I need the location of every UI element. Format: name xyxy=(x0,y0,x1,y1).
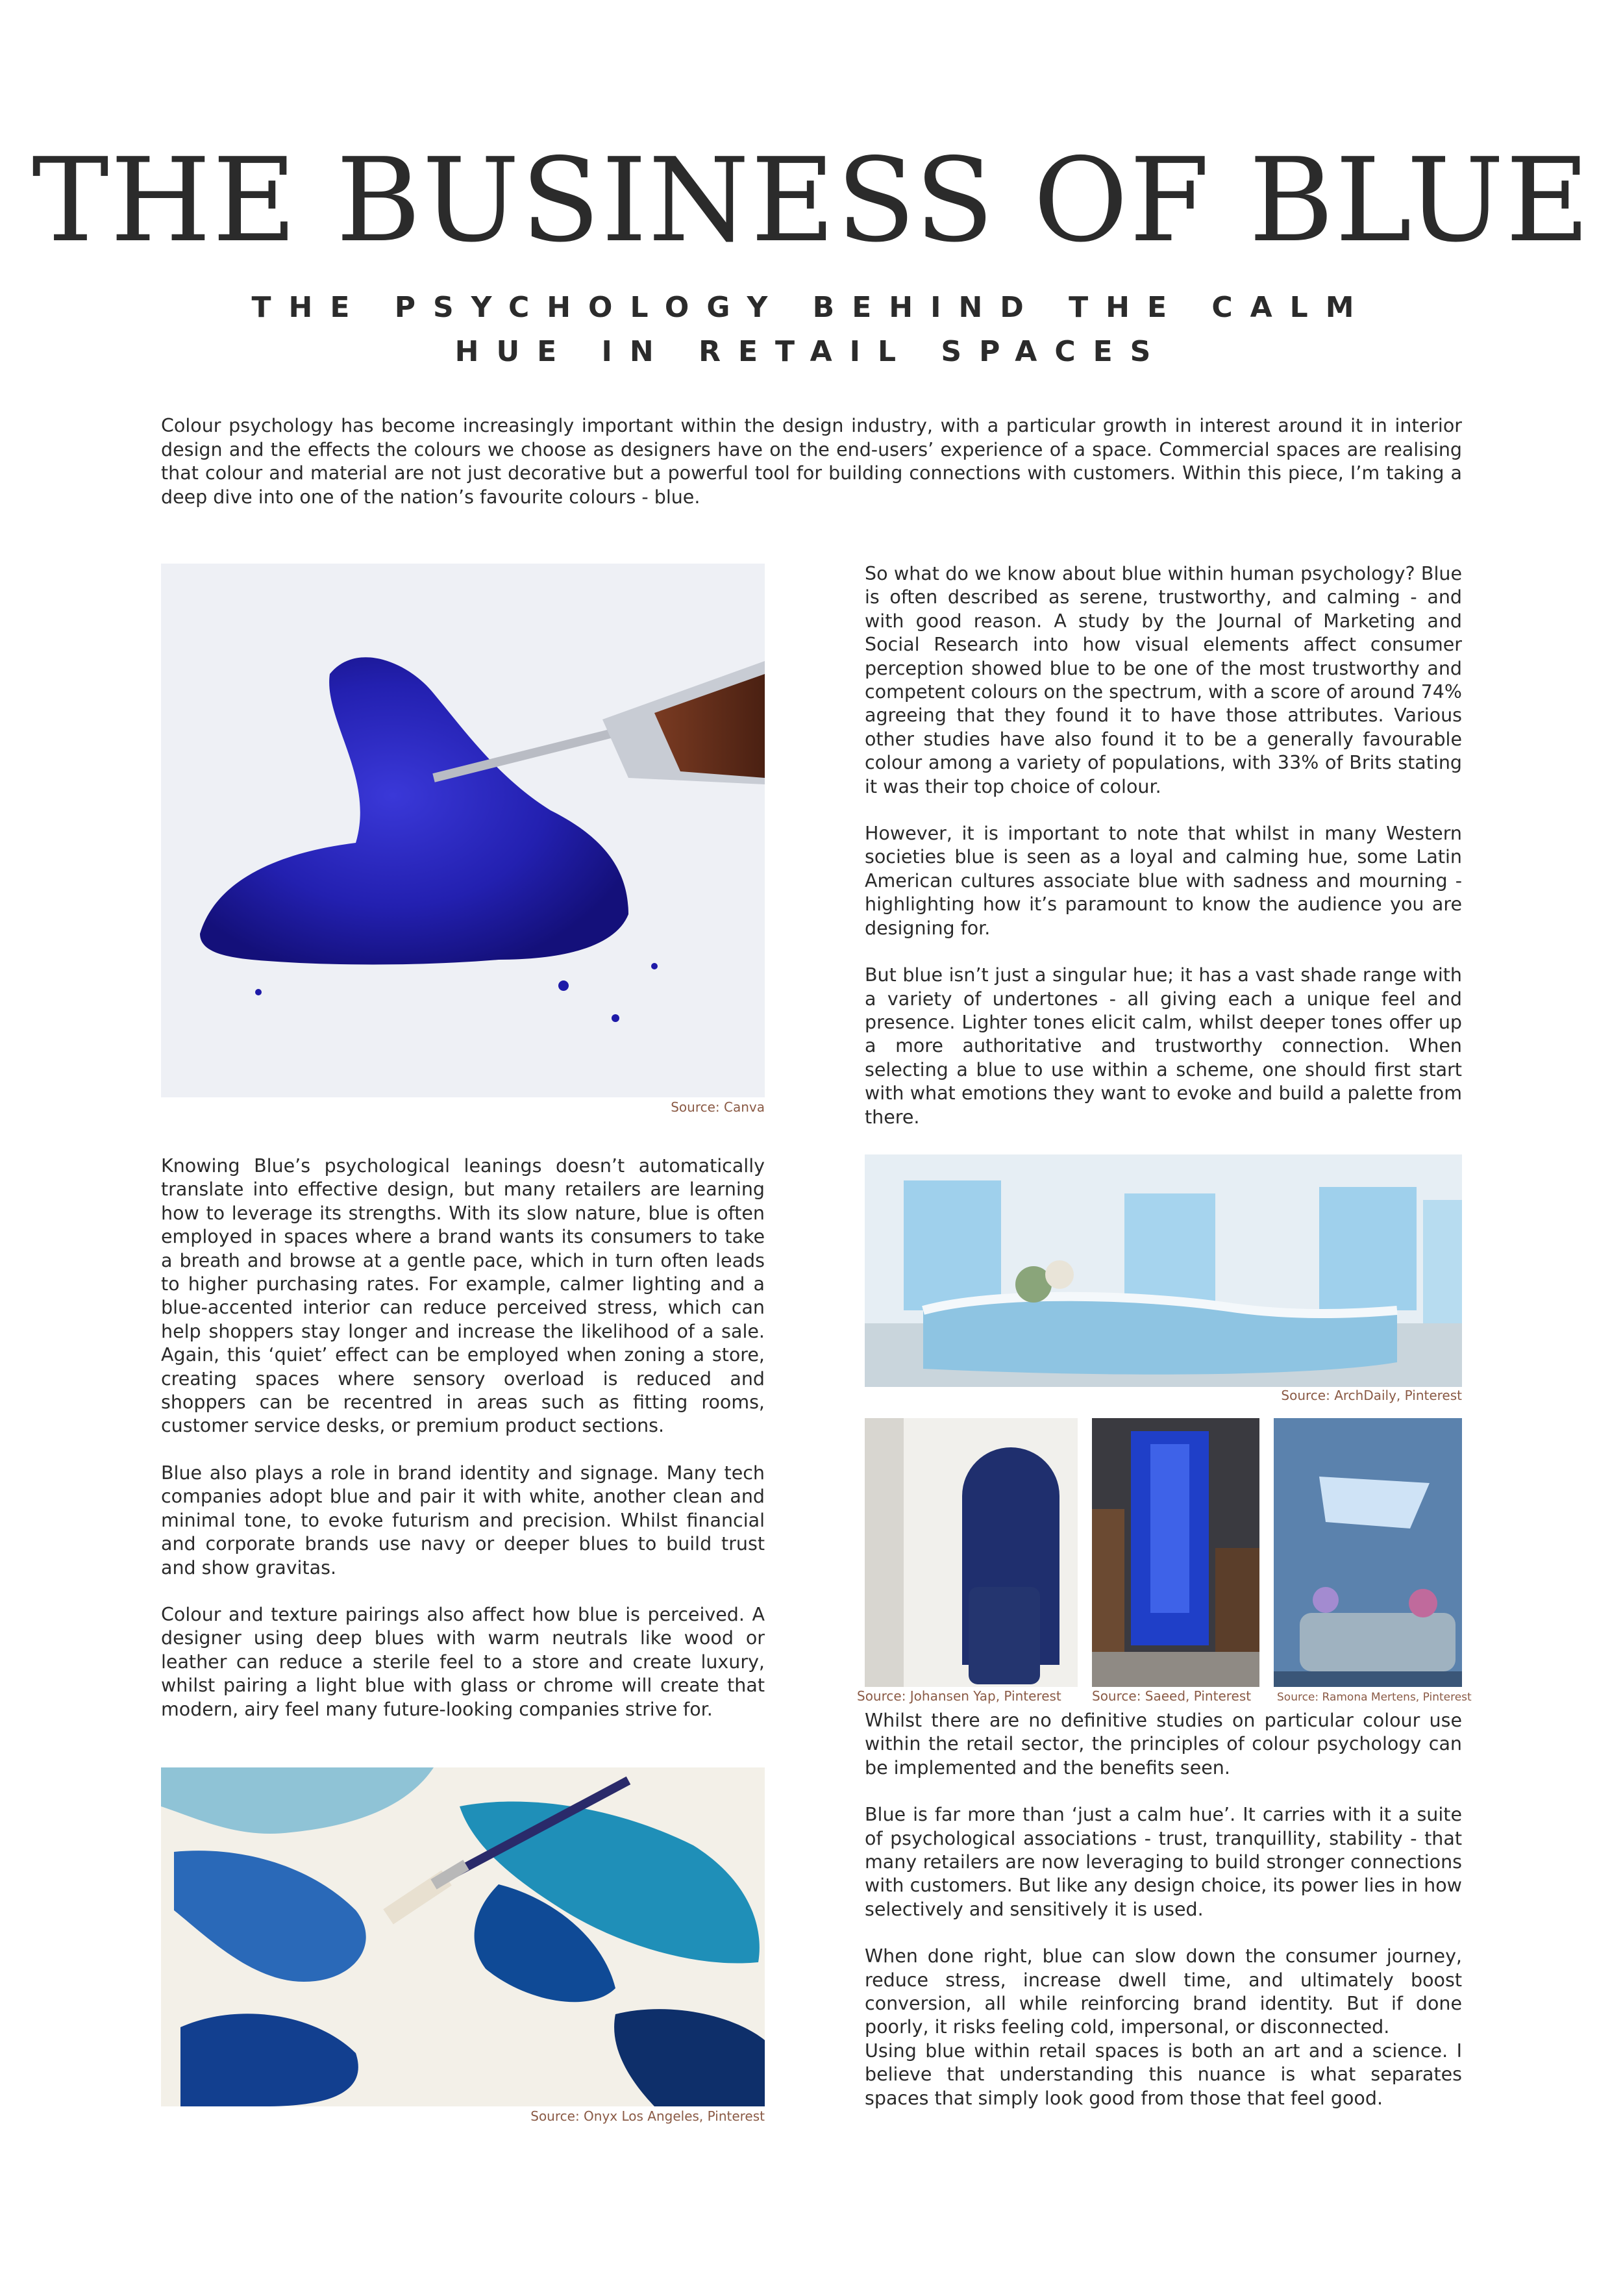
pigment-photo xyxy=(161,564,765,1097)
arch-illustration xyxy=(865,1418,1078,1687)
paragraph: So what do we know about blue within human psychology? Blue is often described as serene, trustworthy, and calming - and with good reason. A study by the Journal of Marketing and Social Research into how visual elements affect consumer perception showed blue to be one of the most trustworthy and competent colours on the spectrum, with a score of around 74% agreeing that they found it to have those attributes. Various other studies have also found it to be a generally favourable colour among a variety of populations, with 33% of Brits stating it was their top choice of colour. xyxy=(865,563,1462,797)
counter-illustration xyxy=(1274,1418,1462,1687)
store-wide-photo xyxy=(865,1154,1462,1387)
paragraph: But blue isn’t just a singular hue; it has a vast shade range with a variety of undertones - all giving each a unique feel and presence. Lighter tones elicit calm, whilst deeper tones offer up a more authoritative and trustworthy connection. When selecting a blue to use within a scheme, one should first start with what emotions they want to evoke and build a palette from there. xyxy=(865,964,1462,1128)
paragraph: When done right, blue can slow down the consumer journey, reduce stress, increase dwell time, and ultimately boost conversion, all while reinforcing brand identity. But if done poorly, it risks feeling cold, impersonal, or disconnected. xyxy=(865,1945,1462,2038)
counter-photo xyxy=(1274,1418,1462,1687)
intro-paragraph: Colour psychology has become increasingly important within the design industry, with a particular growth in interest around it in interior design and the effects the colours we choose as designers have on the end-users’ experience of a space. Commercial spaces are realising that colour and material are not just decorative but a powerful tool for building connections with customers. Within this piece, I’m taking a deep dive into one of the nation’s favourite colours - blue. xyxy=(161,415,1462,508)
right-column-1 xyxy=(865,562,1462,1129)
left-column-2 xyxy=(161,1154,765,1721)
paint-illustration xyxy=(161,1767,765,2106)
page-title: THE BUSINESS OF BLUE xyxy=(32,133,1591,268)
paragraph: Knowing Blue’s psychological leanings doesn’t automatically translate into effective design, but many retailers are learning how to leverage its strengths. With its slow nature, blue is often employed in spaces where a brand wants its consumers to take a breath and browse at a gentle pace, which in turn often leads to higher purchasing rates. For example, calmer lighting and a blue-accented interior can reduce perceived stress, which can help shoppers stay longer and increase the likelihood of a sale. Again, this ‘quiet’ effect can be employed when zoning a store, creating spaces where sensory overload is reduced and shoppers can be recentred in areas such as fitting rooms, customer service desks, or premium product sections. xyxy=(161,1155,765,1437)
paint-photo xyxy=(161,1767,765,2106)
store-illustration xyxy=(865,1154,1462,1387)
page-subtitle: THE PSYCHOLOGY BEHIND THE CALM HUE IN RETAIL SPACES xyxy=(251,291,1372,368)
store-wide-caption: Source: ArchDaily, Pinterest xyxy=(1281,1388,1462,1403)
paragraph: Colour and texture pairings also affect how blue is perceived. A designer using deep blues with warm neutrals like wood or leather can reduce a sterile feel to a store and create luxury, whilst pairing a light blue with glass or chrome will create that modern, airy feel many future-looking companies strive for. xyxy=(161,1603,765,1720)
counter-caption: Source: Ramona Mertens, Pinterest xyxy=(1277,1691,1472,1704)
arch-photo xyxy=(865,1418,1078,1687)
paragraph: However, it is important to note that whilst in many Western societies blue is seen as a loyal and calming hue, some Latin American cultures associate blue with sadness and mourning - highlighting how it’s paramount to know the audience you are designing for. xyxy=(865,823,1462,939)
paragraph: Whilst there are no definitive studies on particular colour use within the retail sector, the principles of colour psychology can be implemented and the benefits seen. xyxy=(865,1710,1462,1778)
glass-photo xyxy=(1092,1418,1259,1687)
right-column-2 xyxy=(865,1709,1462,2110)
pigment-illustration xyxy=(161,564,765,1097)
glass-caption: Source: Saeed, Pinterest xyxy=(1092,1688,1252,1704)
paint-caption: Source: Onyx Los Angeles, Pinterest xyxy=(530,2108,765,2124)
arch-caption: Source: Johansen Yap, Pinterest xyxy=(857,1688,1061,1704)
paragraph: Blue is far more than ‘just a calm hue’. It carries with it a suite of psychological associations - trust, tranquillity, stability - that many retailers are now leveraging to build stronger connections with customers. But like any design choice, its power lies in how selectively and sensitively it is used. xyxy=(865,1804,1462,1920)
paragraph: Blue also plays a role in brand identity and signage. Many tech companies adopt blue and pair it with white, another clean and minimal tone, to evoke futurism and precision. Whilst financial and corporate brands use navy or deeper blues to build trust and show gravitas. xyxy=(161,1462,765,1578)
paragraph: Using blue within retail spaces is both an art and a science. I believe that understanding this nuance is what separates spaces that simply look good from those that feel good. xyxy=(865,2040,1462,2109)
pigment-caption: Source: Canva xyxy=(671,1099,765,1115)
glass-illustration xyxy=(1092,1418,1259,1687)
